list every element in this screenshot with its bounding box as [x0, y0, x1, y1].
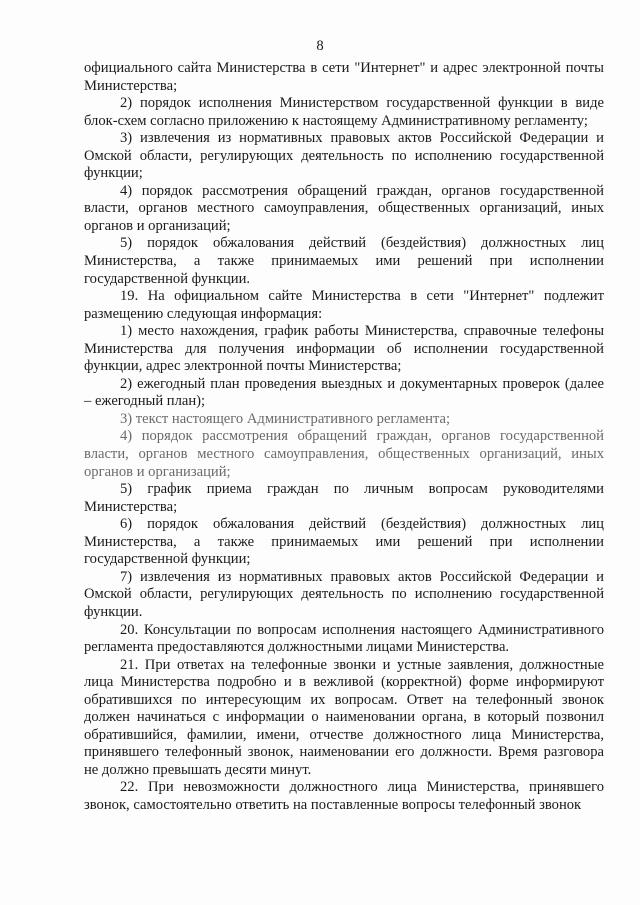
- paragraph-item-3-legal-extracts: 3) извлечения из нормативных правовых актов Российской Федерации и Омской области, регулирующих деятельность по исполнению государственной функции;: [84, 130, 604, 182]
- paragraph-item-4-appeals-procedure: 4) порядок рассмотрения обращений граждан, органов государственной власти, органов местного самоуправления, общественных организаций, иных органов и организаций;: [84, 182, 604, 234]
- document-body: [84, 60, 604, 815]
- paragraph-section-19-item-4: 4) порядок рассмотрения обращений граждан, органов государственной власти, органов местного самоуправления, общественных организаций, иных органов и организаций;: [84, 428, 604, 480]
- paragraph-section-20: 20. Консультации по вопросам исполнения настоящего Административного регламента предоставляются должностными лицами Министерства.: [84, 621, 604, 656]
- paragraph-section-22: 22. При невозможности должностного лица Министерства, принявшего звонок, самостоятельно ответить на поставленные вопросы телефонный звонок: [84, 779, 604, 813]
- paragraph-item-5-complaints-procedure: 5) порядок обжалования действий (бездействия) должностных лиц Министерства, а также принимаемых ими решений при исполнении государственной функции.: [84, 235, 604, 287]
- page-number: 8: [316, 38, 324, 54]
- paragraph-section-21: 21. При ответах на телефонные звонки и устные заявления, должностные лица Министерства подробно и в вежливой (корректной) форме информируют обратившихся по интересующим их вопросам. Ответ на телефонный звонок должен начинаться с информации о наименовании органа, в который позвонил обратившийся, фамилии, имени, отчестве должностного лица Министерства, принявшего телефонный звонок, наименовании его должности. Время разговора не должно превышать десяти минут.: [84, 656, 604, 778]
- paragraph-continuation: официального сайта Министерства в сети "Интернет" и адрес электронной почты Министерства;: [84, 60, 604, 94]
- paragraph-section-19-item-6: 6) порядок обжалования действий (бездействия) должностных лиц Министерства, а также принимаемых ими решений при исполнении государственной функции;: [84, 516, 604, 568]
- paragraph-section-19-item-2: 2) ежегодный план проведения выездных и документарных проверок (далее – ежегодный план);: [84, 375, 604, 410]
- paragraph-section-19-item-5: 5) график приема граждан по личным вопросам руководителями Министерства;: [84, 481, 604, 515]
- paragraph-section-19-item-3: 3) текст настоящего Административного регламента;: [120, 410, 451, 427]
- paragraph-section-19: 19. На официальном сайте Министерства в сети "Интернет" подлежит размещению следующая информация:: [84, 288, 604, 322]
- paragraph-section-19-item-7: 7) извлечения из нормативных правовых актов Российской Федерации и Омской области, регулирующих деятельность по исполнению государственной функции.: [84, 568, 604, 620]
- paragraph-item-2-flowcharts: 2) порядок исполнения Министерством государственной функции в виде блок-схем согласно приложению к настоящему Административному регламенту;: [84, 95, 604, 129]
- paragraph-section-19-item-1: 1) место нахождения, график работы Министерства, справочные телефоны Министерства для получения информации об исполнении государственной функции, адрес электронной почты Министерства;: [84, 323, 604, 375]
